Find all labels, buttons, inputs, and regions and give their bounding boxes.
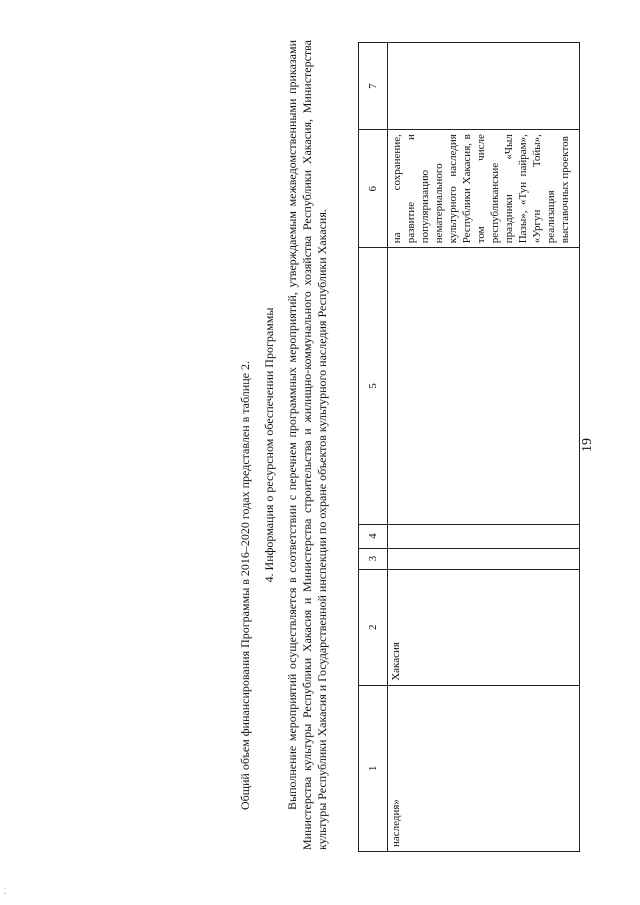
table-header-5: 5 xyxy=(359,248,388,524)
table-header-1: 1 xyxy=(359,685,388,851)
table-row xyxy=(388,43,580,852)
table-cell-7 xyxy=(388,43,580,130)
table-cell-1: наследия» xyxy=(388,685,580,851)
table-header-row xyxy=(359,43,388,852)
section-heading: 4. Информация о ресурсном обеспечении Программы xyxy=(262,307,276,583)
body-paragraph: Выполнение мероприятий осуществляется в соответствии с перечнем программных мероприятий, утверждаемым межведомственными приказами Министерства культуры Республики Хакасия и Министерства строительства и жилищно-коммунального хозяйства Республики Хакасия, Министерства культуры Республики Хакасия и Государственной инспекции по охране объектов культурного наследия Республики Хакасия. xyxy=(285,40,329,850)
table-cell-2: Хакасия xyxy=(388,569,580,685)
scan-artifact: · · xyxy=(0,886,10,895)
table-header-4: 4 xyxy=(359,524,388,548)
program-table xyxy=(358,42,580,852)
table-cell-4 xyxy=(388,524,580,548)
page-number: 19 xyxy=(580,438,595,452)
table-header-3: 3 xyxy=(359,548,388,569)
table-header-6: 6 xyxy=(359,130,388,248)
table-cell-3 xyxy=(388,548,580,569)
table-cell-5 xyxy=(388,248,580,524)
table-cell-6: на сохранение, развитие и популяризацию нематериального культурного наследия Республики Хакасия, в том числе республиканские праздники «Чыл Пазы», «Тун пайрам», «Ургун Тойы», реализация выставочных проектов xyxy=(388,130,580,248)
financing-sentence: Общий объем финансирования Программы в 2016–2020 годах представлен в таблице 2. xyxy=(238,361,252,810)
table-header-7: 7 xyxy=(359,43,388,130)
table-header-2: 2 xyxy=(359,569,388,685)
